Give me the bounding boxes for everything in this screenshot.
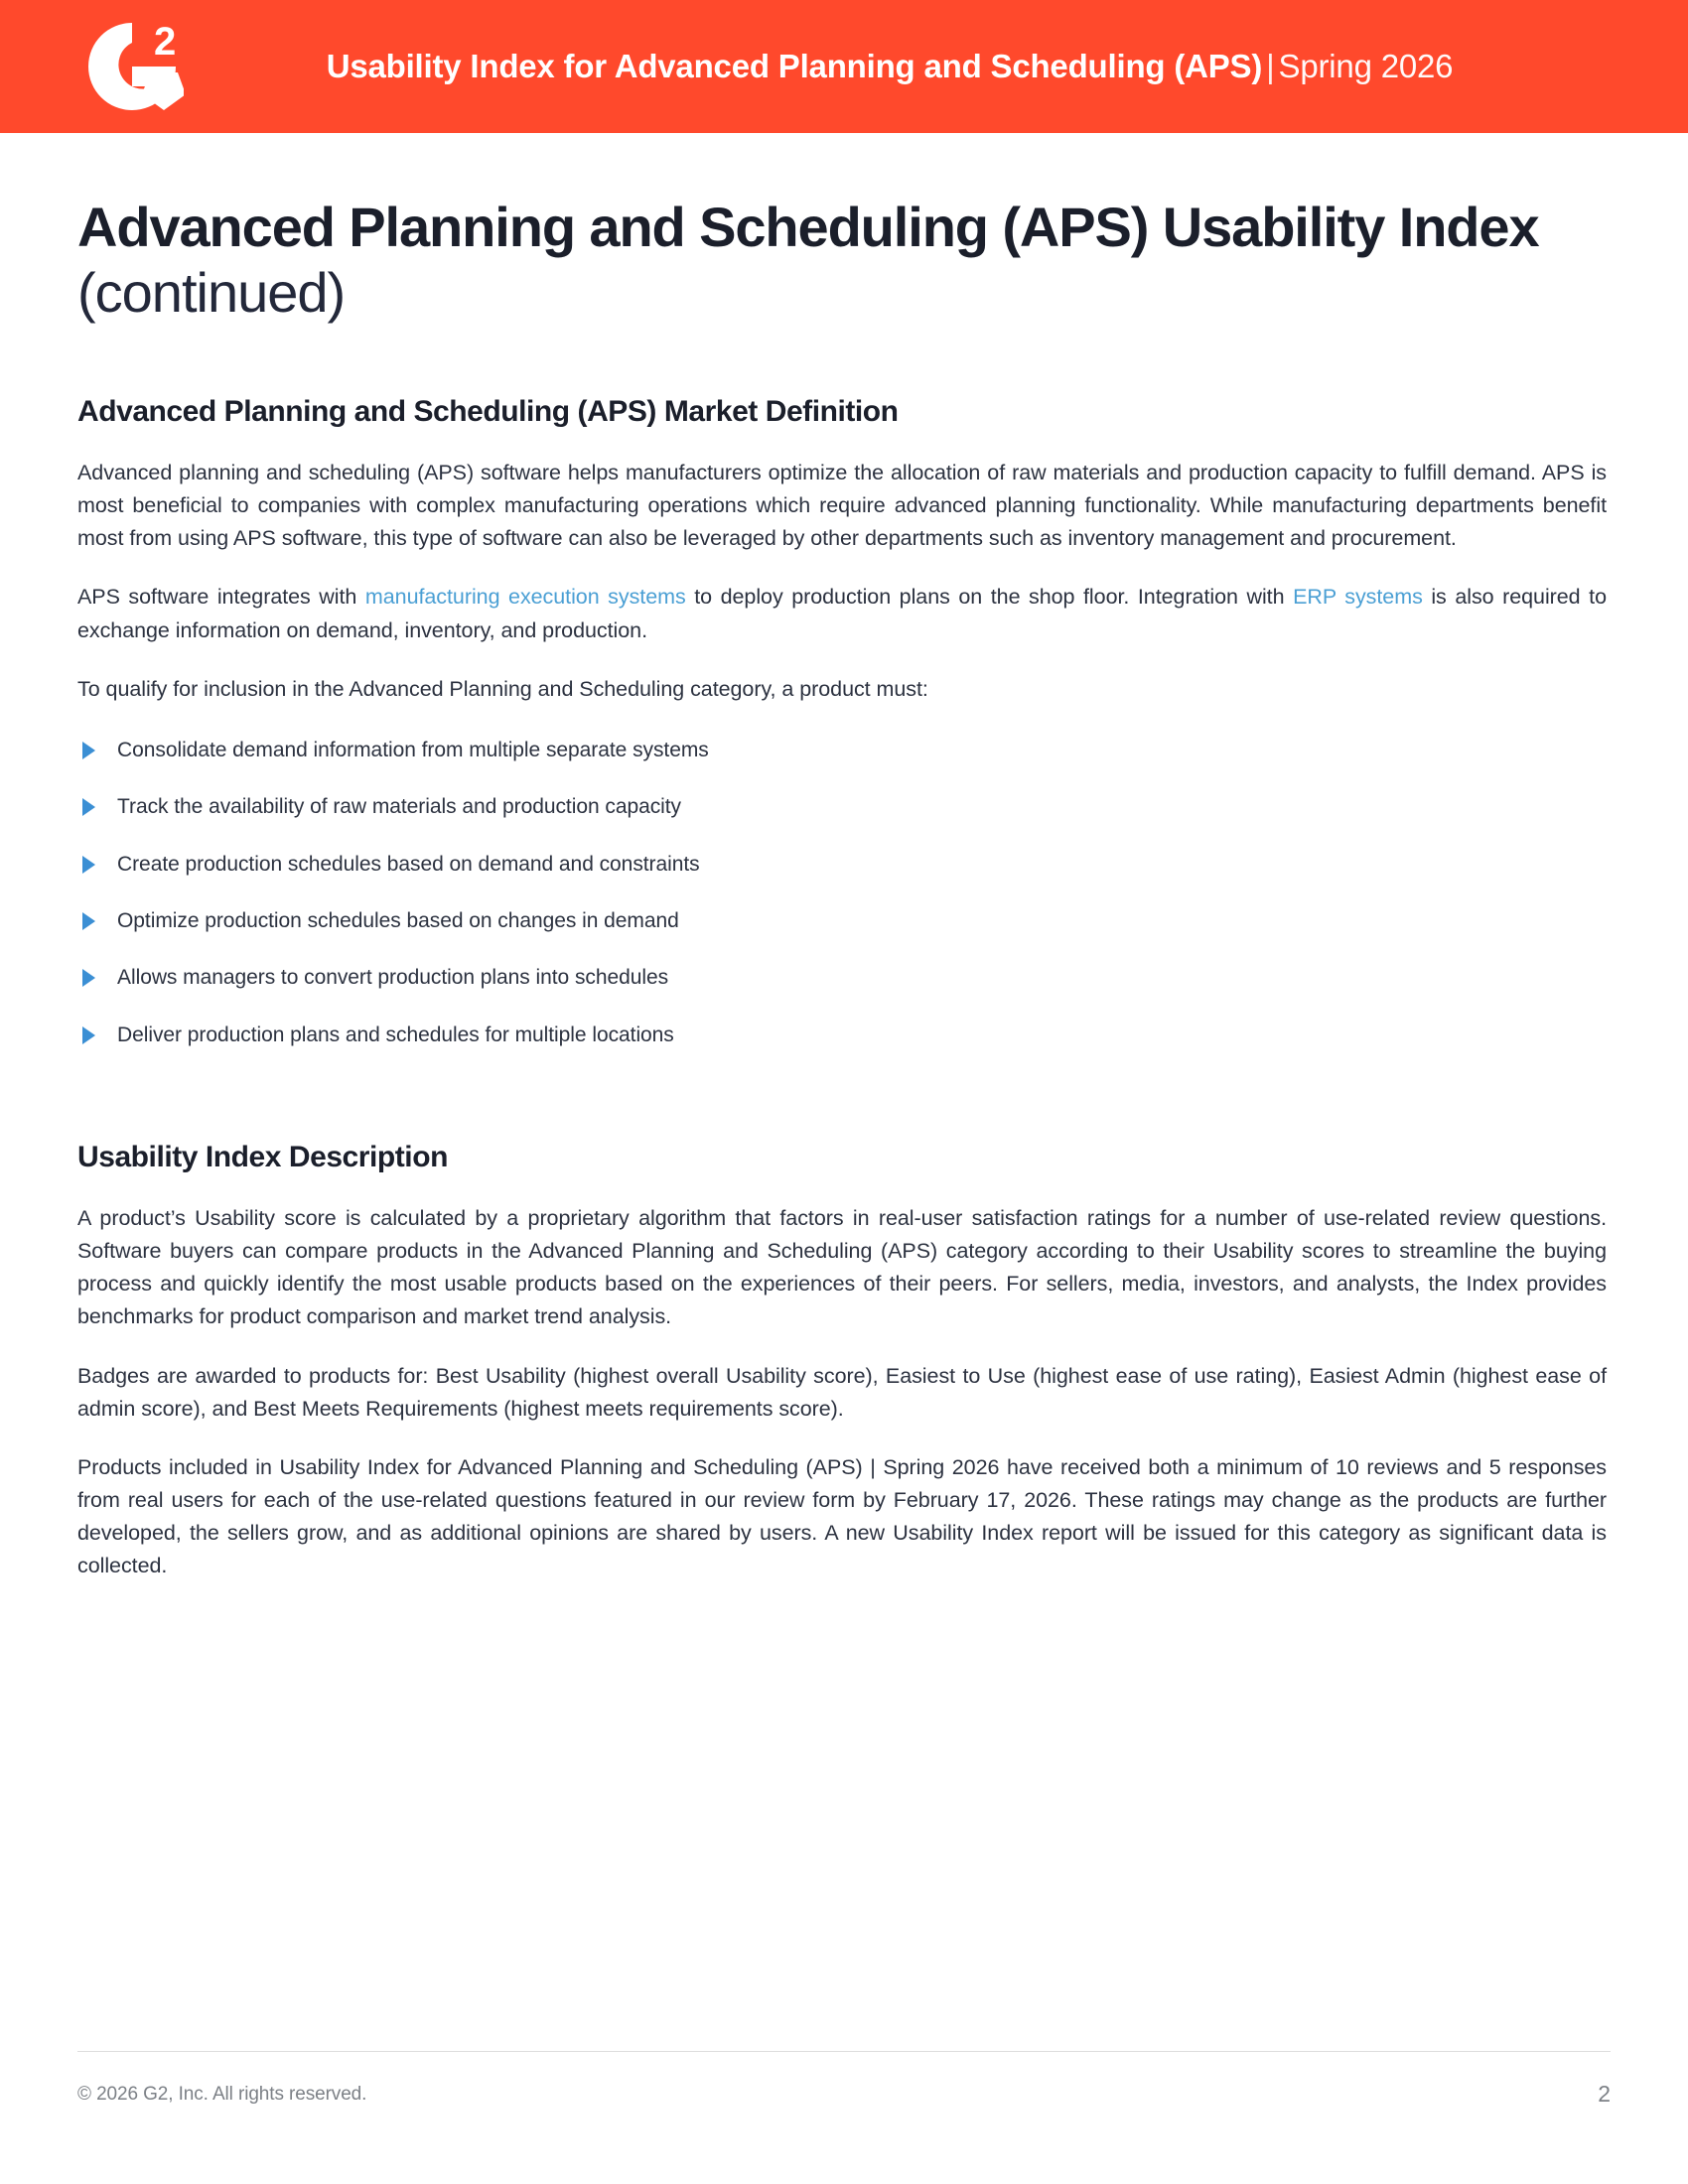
list-item-label: Consolidate demand information from multiple separate systems [117,738,709,761]
page-title-continued: (continued) [77,261,346,325]
mdp2-text-1: APS software integrates with [77,585,365,610]
link-erp-systems[interactable]: ERP systems [1293,585,1423,610]
list-item-label: Create production schedules based on demand and constraints [117,852,700,876]
market-definition-paragraph-1: Advanced planning and scheduling (APS) software helps manufacturers optimize the allocation of raw materials and production capacity to fulfill demand. APS is most beneficial to companies with complex manufacturing operations which require advanced planning functionality. While manufacturing departments benefit most from using APS software, this type of software can also be leveraged by other departments such as inventory management and procurement. [77,461,1607,551]
page-footer [77,2051,1611,2136]
qualification-criteria-list [77,706,1607,1049]
arrow-right-icon [82,798,95,816]
page-title [77,133,1607,326]
header-title [187,48,1688,85]
footer-copyright: © 2026 G2, Inc. All rights reserved. [77,2083,367,2105]
qualification-intro: To qualify for inclusion in the Advanced Planning and Scheduling category, a product must: [77,676,928,701]
svg-text:2: 2 [154,20,177,64]
arrow-right-icon [82,969,95,987]
page-content [0,133,1688,2184]
list-item [77,792,1607,821]
mdp2-text-3: is also required to exchange information on demand, inventory, and production. [77,585,1607,642]
usability-description-paragraph-2: Badges are awarded to products for: Best Usability (highest overall Usability score), Easiest to Use (highest ease of use rating), Easiest Admin (highest ease of admin score), and Best Meets Requirements (highest meets requirements score). [77,1363,1607,1421]
arrow-right-icon [82,912,95,930]
footer-page-number: 2 [1598,2081,1611,2107]
page-title-main: Advanced Planning and Scheduling (APS) Usability Index [77,196,1539,258]
list-item [77,1021,1607,1049]
list-item [77,736,1607,764]
usability-description-heading: Usability Index Description [77,1141,448,1174]
arrow-right-icon [82,1026,95,1044]
link-manufacturing-execution-systems[interactable]: manufacturing execution systems [364,585,686,610]
page-header-bar [0,0,1688,133]
usability-description-paragraph-3: Products included in Usability Index for Advanced Planning and Scheduling (APS) | Spring 2026 have received both a minimum of 10 reviews and 5 responses from real users for each of the use-related questions featured in our review form by February 17, 2026. These ratings may change as the products are further developed, the sellers grow, and as additional opinions are shared by users. A new Usability Index report will be issued for this category as significant data is collected. [77,1454,1607,1578]
list-item-label: Allows managers to convert production plans into schedules [117,966,669,990]
market-definition-paragraph-2 [77,555,1607,646]
arrow-right-icon [82,742,95,759]
list-item-label: Deliver production plans and schedules for multiple locations [117,1023,674,1046]
arrow-right-icon [82,856,95,874]
list-item-label: Optimize production schedules based on changes in demand [117,908,679,932]
header-title-separator: | [1266,48,1275,84]
mdp2-text-2: to deploy production plans on the shop floor. Integration with [685,585,1294,610]
g2-logo-icon [77,12,187,121]
list-item [77,850,1607,879]
header-title-season: Spring 2026 [1278,48,1454,84]
list-item [77,963,1607,992]
list-item [77,906,1607,935]
header-title-bold: Usability Index for Advanced Planning and Scheduling (APS) [326,48,1263,84]
usability-description-paragraph-1: A product’s Usability score is calculated by a proprietary algorithm that factors in real-user satisfaction ratings for a number of use-related review questions. Software buyers can compare products in the Advanced Planning and Scheduling (APS) category according to their Usability scores to streamline the buying process and quickly identify the most usable products based on the experiences of their peers. For sellers, media, investors, and analysts, the Index provides benchmarks for product comparison and market trend analysis. [77,1206,1607,1329]
market-definition-heading: Advanced Planning and Scheduling (APS) Market Definition [77,395,899,429]
list-item-label: Track the availability of raw materials and production capacity [117,795,682,819]
